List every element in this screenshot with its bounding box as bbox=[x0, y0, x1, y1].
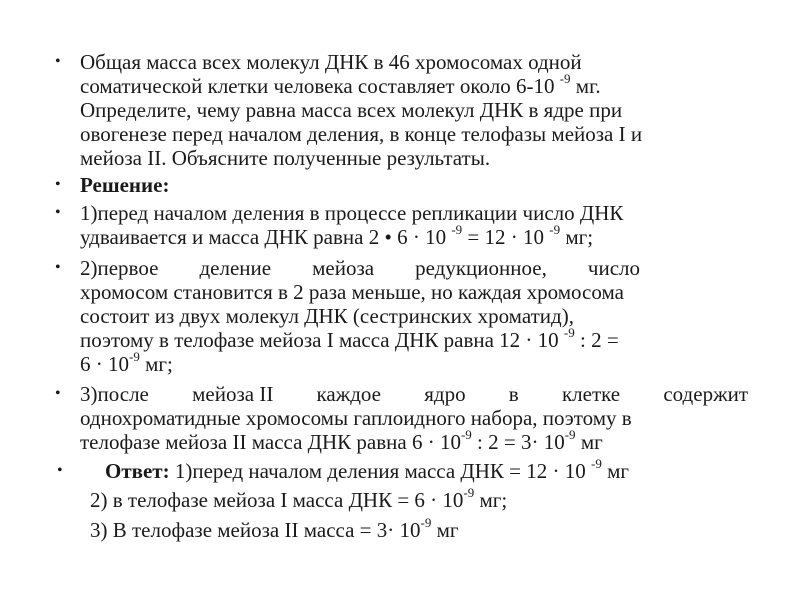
exponent: -9 bbox=[563, 325, 575, 340]
text: 2) в телофазе мейоза I масса ДНК = 6 · 10 bbox=[90, 488, 464, 512]
step-3-paragraph bbox=[55, 382, 752, 454]
problem-line-4: овогенезе перед началом деления, в конце телофазы мейоза I и bbox=[80, 122, 643, 146]
exponent: -9 bbox=[420, 515, 432, 530]
bullet-icon: • bbox=[55, 259, 61, 276]
step-3-line-2: однохроматидные хромосомы гаплоидного набора, поэтому в bbox=[80, 406, 632, 430]
solution-heading-paragraph bbox=[55, 173, 752, 197]
problem-line-2-text: соматической клетки человека составляет около 6-10 bbox=[80, 74, 560, 98]
word: мейоза II bbox=[192, 382, 274, 406]
text: : 2 = 3· 10 bbox=[471, 430, 565, 454]
bullet-icon: • bbox=[57, 462, 63, 479]
step-3-line-1 bbox=[80, 382, 748, 406]
unit: мг; bbox=[560, 225, 594, 249]
step-2-line-5 bbox=[80, 349, 752, 376]
text: удваивается и масса ДНК равна 2 • 6 · 10 bbox=[80, 225, 452, 249]
problem-line-3: Определите, чему равна масса всех молекул ДНК в ядре при bbox=[80, 98, 623, 122]
answer-paragraph bbox=[57, 456, 755, 483]
step-1-paragraph bbox=[55, 201, 752, 249]
step-2-line-2: хромосом становится в 2 раза меньше, но каждая хромосома bbox=[80, 280, 624, 304]
text: 6 · 10 bbox=[80, 352, 129, 376]
answer-line-3 bbox=[90, 515, 740, 542]
answer-line-1 bbox=[105, 456, 755, 483]
word: содержит bbox=[663, 382, 748, 406]
exponent: -9 bbox=[129, 349, 140, 364]
problem-paragraph bbox=[55, 50, 752, 170]
step-2-line-1 bbox=[80, 256, 640, 280]
text: 3) В телофазе мейоза II масса = 3· 10 bbox=[90, 518, 421, 542]
unit: мг; bbox=[474, 488, 508, 512]
step-1-line-1: 1)перед началом деления в процессе репликации число ДНК bbox=[80, 201, 624, 225]
exponent: -9 bbox=[549, 222, 561, 237]
exponent: -9 bbox=[451, 222, 463, 237]
word: ядро bbox=[424, 382, 466, 406]
bullet-icon: • bbox=[55, 204, 61, 221]
word: мейоза bbox=[312, 256, 375, 280]
unit: мг bbox=[431, 518, 459, 542]
text: 1)перед началом деления масса ДНК = 12 · 10 bbox=[169, 459, 592, 483]
answer-item-3 bbox=[90, 515, 740, 542]
answer-label: Ответ: bbox=[105, 459, 170, 483]
solution-heading: Решение: bbox=[80, 173, 170, 197]
exponent: -9 bbox=[564, 427, 576, 442]
word: в bbox=[508, 382, 519, 406]
step-2-line-4 bbox=[80, 325, 752, 352]
bullet-icon: • bbox=[55, 176, 61, 193]
text: телофазе мейоза II масса ДНК равна 6 · 10 bbox=[80, 430, 461, 454]
word: каждое bbox=[316, 382, 382, 406]
answer-item-2 bbox=[90, 485, 740, 512]
word: число bbox=[587, 256, 640, 280]
problem-line-2 bbox=[80, 71, 752, 98]
word: редукционное, bbox=[415, 256, 547, 280]
exponent: -9 bbox=[460, 427, 472, 442]
unit: мг bbox=[601, 459, 630, 483]
text: = 12 · 10 bbox=[462, 225, 550, 249]
step-3-line-3 bbox=[80, 427, 752, 454]
word: 2)первое bbox=[80, 256, 159, 280]
word: 3)после bbox=[80, 382, 149, 406]
bullet-icon: • bbox=[55, 53, 61, 70]
answer-line-2 bbox=[90, 485, 740, 512]
word: клетке bbox=[561, 382, 621, 406]
exponent: -9 bbox=[463, 485, 475, 500]
exponent: -9 bbox=[559, 71, 571, 86]
word: деление bbox=[199, 256, 272, 280]
bullet-icon: • bbox=[55, 385, 61, 402]
text: : 2 = bbox=[574, 328, 619, 352]
problem-line-5: мейоза II. Объясните полученные результаты. bbox=[80, 146, 491, 170]
unit: мг; bbox=[139, 352, 173, 376]
text: поэтому в телофазе мейоза I масса ДНК равна 12 · 10 bbox=[80, 328, 564, 352]
problem-line-1: Общая масса всех молекул ДНК в 46 хромосомах одной bbox=[80, 50, 582, 74]
unit: мг. bbox=[570, 74, 601, 98]
step-2-paragraph bbox=[55, 256, 752, 376]
step-2-line-3: состоит из двух молекул ДНК (сестринских хроматид), bbox=[80, 304, 574, 328]
unit: мг bbox=[575, 430, 603, 454]
exponent: -9 bbox=[591, 456, 602, 471]
step-1-line-2 bbox=[80, 222, 752, 249]
